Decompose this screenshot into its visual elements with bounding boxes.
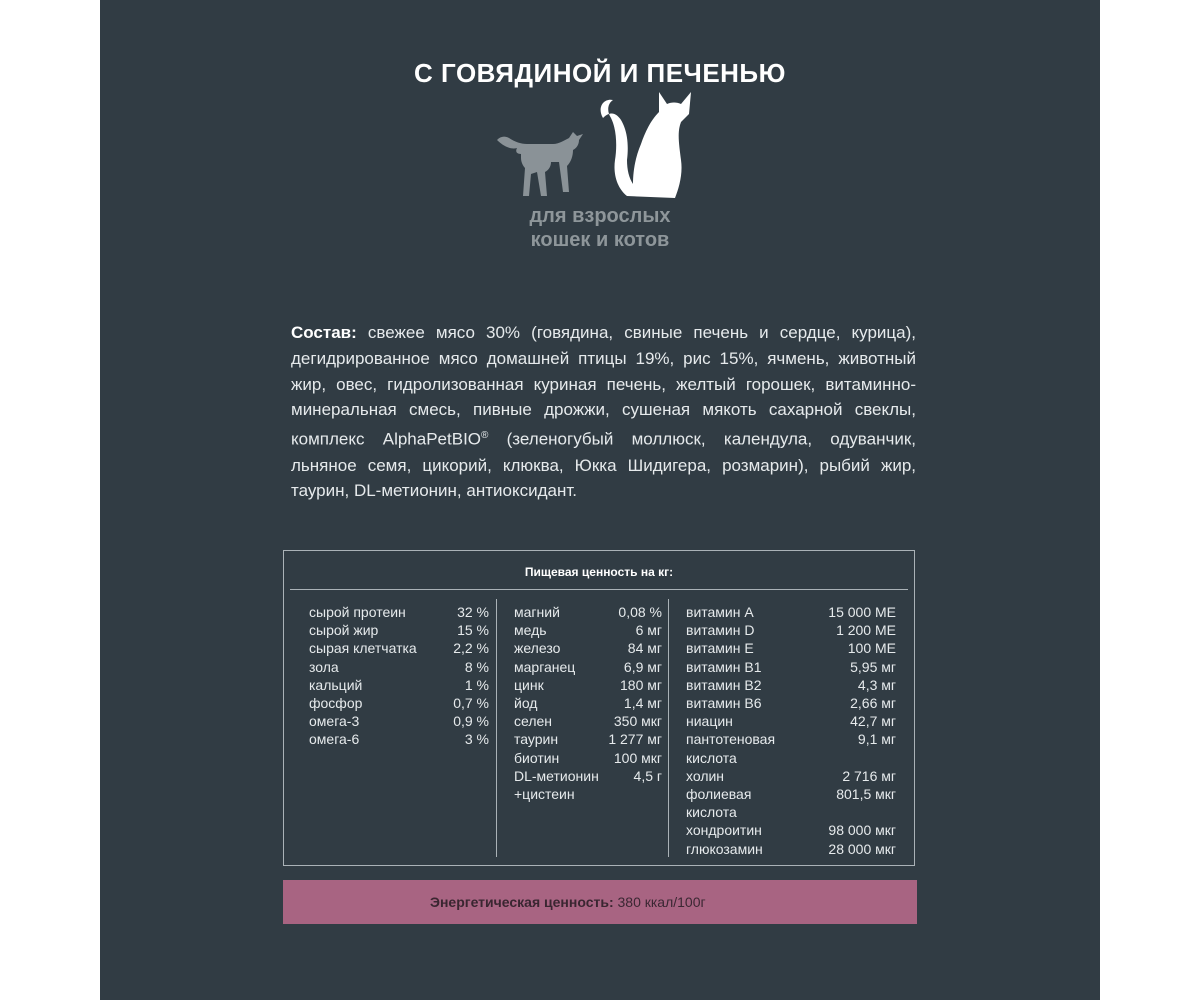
nutrient-value: 98 000 мкг [828, 822, 896, 839]
nutrient-value: 2,2 % [453, 640, 489, 657]
nutrient-value: 1 200 МЕ [836, 622, 896, 639]
nutrient-name: марганец [514, 658, 576, 675]
energy-label: Энергетическая ценность: [430, 894, 614, 910]
nutrient-row [514, 603, 662, 621]
nutrient-row [309, 730, 489, 748]
nutrient-row [686, 621, 896, 639]
nutrient-value: 2 716 мг [842, 767, 896, 784]
nutrient-name: +цистеин [514, 786, 575, 803]
nutrient-row [686, 658, 896, 676]
nutrient-row [514, 785, 662, 803]
composition-text: свежее мясо 30% (говядина, свиные печень и сердце, курица), дегидрированное мясо домашней птицы 19%, рис 15%, ячмень, животный жир, овес, гидролизованная куриная печень, желтый горошек, витаминно-минеральная смесь, пивные дрожжи, сушеная мякоть сахарной свеклы, комплекс AlphaPetBIO [291, 323, 916, 449]
nutrient-name: зола [309, 658, 339, 675]
nutrient-value: 1,4 мг [623, 695, 662, 712]
nutrition-title: Пищевая ценность на кг: [524, 565, 674, 579]
nutrient-row [686, 803, 896, 821]
nutrient-row [686, 676, 896, 694]
nutrition-divider [290, 589, 908, 590]
nutrient-value: 100 МЕ [847, 640, 896, 657]
nutrient-row [514, 730, 662, 748]
nutrient-row [309, 639, 489, 657]
nutrient-name: хондроитин [686, 822, 762, 839]
audience-text [100, 204, 1100, 252]
nutrient-name: сырой протеин [309, 604, 406, 620]
nutrient-value: 1 % [464, 676, 489, 693]
nutrient-value: 4,5 г [633, 767, 662, 784]
nutrient-row [686, 767, 896, 785]
nutrient-value: 350 мкг [613, 713, 662, 730]
nutrient-value: 3 % [464, 731, 489, 748]
nutrient-value: 4,3 мг [857, 676, 896, 693]
composition-label: Состав: [291, 323, 357, 342]
nutrient-name: цинк [514, 676, 544, 693]
nutrient-name: йод [514, 695, 538, 712]
nutrient-row [514, 639, 662, 657]
nutrient-row [309, 676, 489, 694]
nutrient-row [514, 676, 662, 694]
nutrient-row [686, 712, 896, 730]
nutrient-name: железо [514, 640, 561, 657]
nutrient-name: медь [514, 622, 547, 639]
nutrient-value: 5,95 мг [850, 658, 896, 675]
audience-line-2: кошек и котов [530, 229, 670, 251]
nutrition-column-3 [686, 603, 896, 858]
nutrient-name: омега-6 [309, 731, 360, 748]
audience-line-1: для взрослых [529, 205, 671, 227]
nutrient-name: витамин В2 [686, 676, 762, 693]
nutrient-name: сырая клетчатка [309, 640, 417, 657]
nutrient-name: витамин А [686, 604, 754, 620]
nutrient-row [514, 712, 662, 730]
nutrient-value: 6 мг [635, 622, 662, 639]
nutrient-value: 0,7 % [453, 695, 489, 712]
nutrient-value: 180 мг [620, 676, 662, 693]
nutrient-row [514, 621, 662, 639]
nutrient-name: витамин В6 [686, 695, 762, 712]
nutrient-name: фолиевая [686, 786, 752, 803]
nutrient-value: 15 000 МЕ [828, 604, 896, 620]
nutrient-name: ниацин [686, 713, 733, 730]
nutrient-name: витамин В1 [686, 658, 762, 675]
nutrient-row [514, 694, 662, 712]
column-divider-2 [668, 599, 669, 857]
nutrient-name: витамин D [686, 622, 755, 639]
nutrient-row [686, 749, 896, 767]
nutrient-name: селен [514, 713, 553, 730]
nutrient-row [686, 821, 896, 839]
nutrient-name: глюкозамин [686, 840, 763, 857]
nutrient-row [686, 694, 896, 712]
nutrient-value: 28 000 мкг [828, 840, 896, 857]
nutrient-row [514, 658, 662, 676]
nutrient-row [309, 694, 489, 712]
nutrient-value: 8 % [464, 658, 489, 675]
energy-value: 380 ккал/100г [613, 894, 706, 910]
nutrient-value: 801,5 мкг [836, 786, 896, 803]
nutrient-value: 9,1 мг [857, 731, 896, 748]
nutrition-column-1 [309, 603, 489, 749]
nutrition-table [283, 550, 915, 866]
product-title: С ГОВЯДИНОЙ И ПЕЧЕНЬЮ [414, 58, 786, 88]
nutrient-name: сырой жир [309, 622, 379, 639]
nutrient-name: кальций [309, 676, 363, 693]
nutrient-name: магний [514, 604, 560, 620]
nutrient-value: 0,08 % [618, 604, 662, 620]
two-cats-icon [493, 88, 713, 208]
nutrient-row [514, 767, 662, 785]
nutrient-row [686, 730, 896, 748]
nutrient-row [686, 785, 896, 803]
nutrient-row [686, 840, 896, 858]
nutrient-name: кислота [686, 804, 737, 821]
nutrient-name: биотин [514, 749, 560, 766]
nutrient-row [309, 621, 489, 639]
nutrient-value: 84 мг [627, 640, 662, 657]
nutrient-row [686, 639, 896, 657]
column-divider-1 [496, 599, 497, 857]
composition-paragraph [291, 320, 916, 504]
nutrient-name: таурин [514, 731, 559, 748]
nutrient-name: пантотеновая [686, 731, 776, 748]
nutrient-value: 2,66 мг [850, 695, 896, 712]
nutrient-name: фосфор [309, 695, 363, 712]
nutrient-name: кислота [686, 749, 737, 766]
nutrient-name: омега-3 [309, 713, 360, 730]
nutrient-value: 0,9 % [453, 713, 489, 730]
nutrient-value: 1 277 мг [608, 731, 662, 748]
nutrient-value: 15 % [457, 622, 489, 639]
nutrient-name: DL-метионин [514, 767, 599, 784]
nutrient-row [309, 658, 489, 676]
nutrient-value: 100 мкг [613, 749, 662, 766]
nutrient-row [686, 603, 896, 621]
nutrient-name: витамин Е [686, 640, 754, 657]
small-cat-icon [497, 132, 583, 196]
registered-mark: ® [481, 430, 489, 442]
nutrient-value: 32 % [457, 604, 489, 620]
energy-value-banner [283, 880, 917, 924]
nutrient-value: 6,9 мг [623, 658, 662, 675]
nutrient-row [309, 603, 489, 621]
large-cat-icon [601, 92, 691, 198]
nutrition-column-2 [514, 603, 662, 803]
product-label-panel [100, 0, 1100, 1000]
nutrient-name: холин [686, 767, 725, 784]
nutrient-value: 42,7 мг [850, 713, 896, 730]
nutrient-row [309, 712, 489, 730]
composition-text-after: (зеленогубый моллюск, календула, одуванчик, льняное семя, цикорий, клюква, Юкка Шидигера, розмарин), рыбий жир, таурин, DL-метионин, антиоксидант. [291, 429, 916, 501]
nutrient-row [514, 749, 662, 767]
